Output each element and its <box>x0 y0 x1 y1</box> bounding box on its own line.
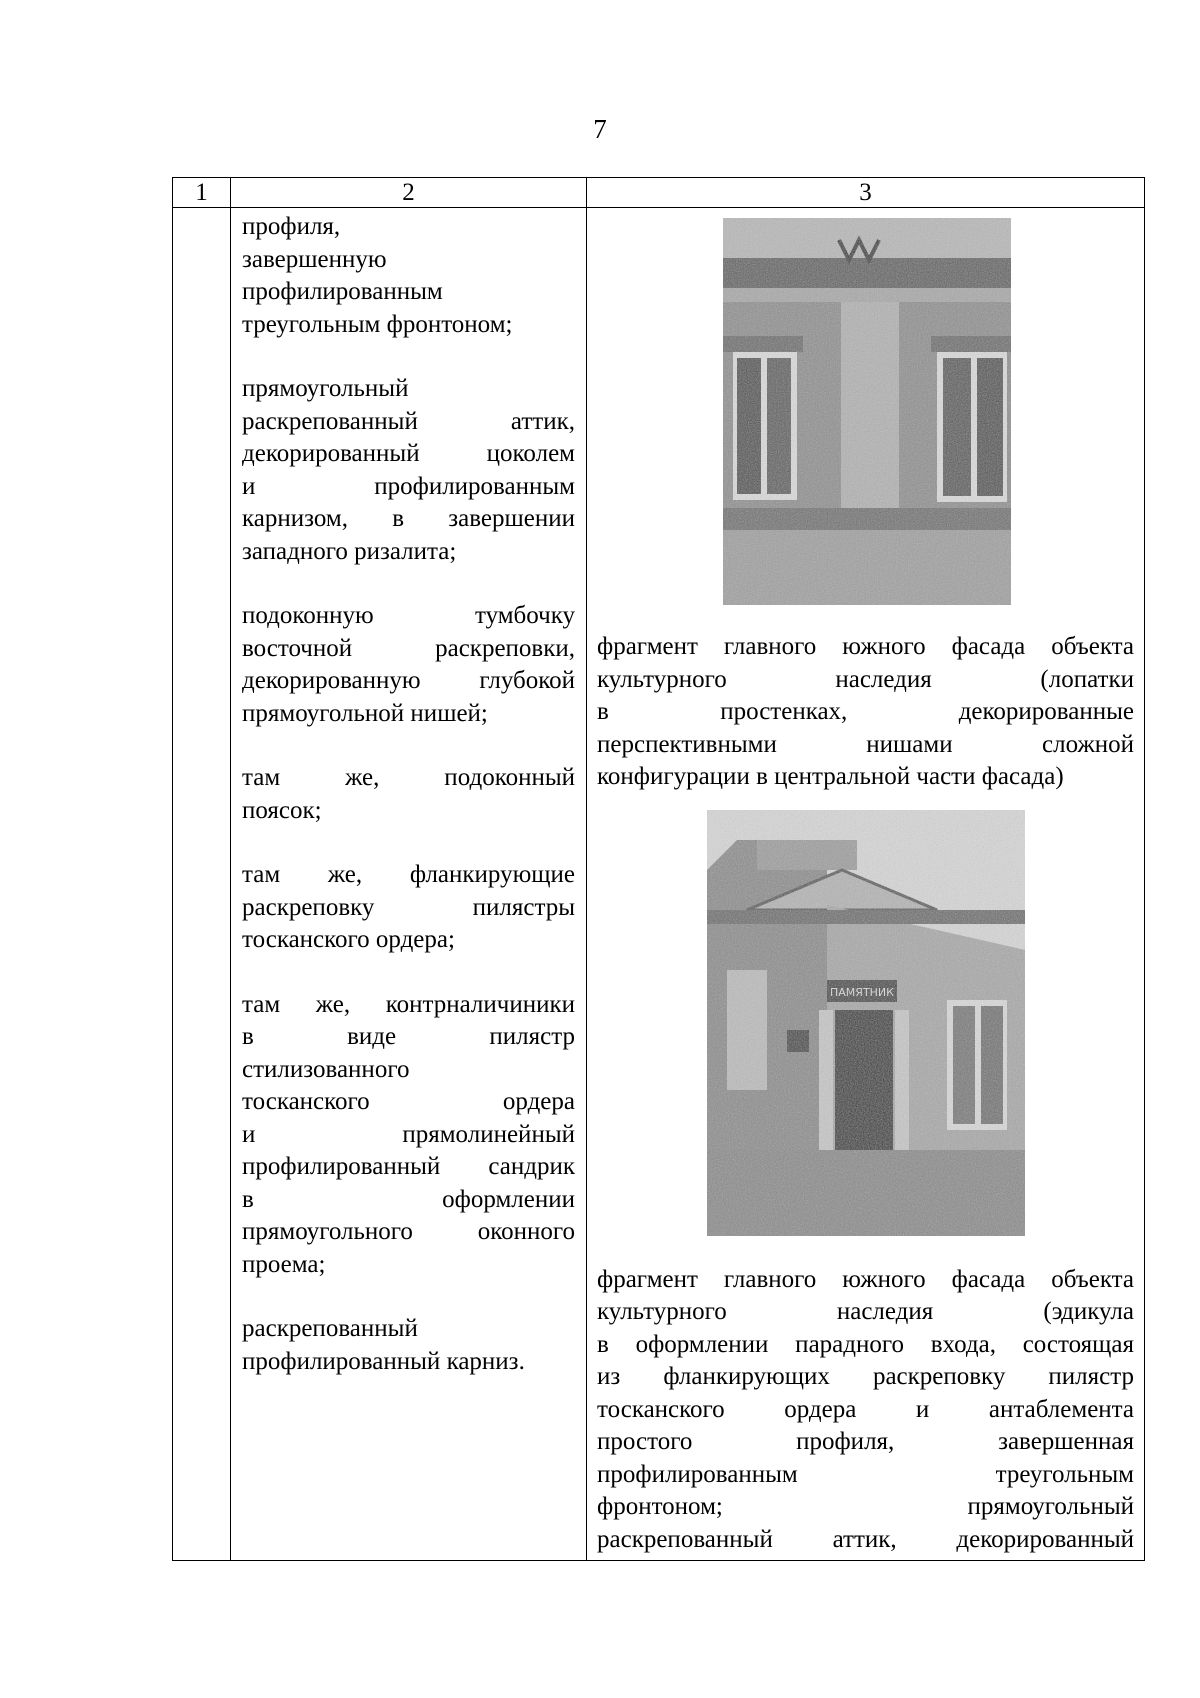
caption-line: простого профиля, завершенная <box>597 1428 1134 1455</box>
caption-line: конфигурации в центральной части фасада) <box>597 763 1064 790</box>
text-line: поясок; <box>242 796 322 824</box>
header-col-2: 2 <box>231 178 587 208</box>
text-line: там же, подоконный <box>242 764 575 791</box>
text-line: профиля, <box>242 213 341 240</box>
col-2-cell <box>231 208 587 1561</box>
table-body-row <box>173 208 1145 1561</box>
caption-line: фронтоном; прямоугольный <box>597 1493 1134 1520</box>
text-line: профилированным <box>242 278 443 305</box>
header-col-1: 1 <box>173 178 231 208</box>
text-line: в виде пилястр <box>242 1023 575 1050</box>
text-line: стилизованного <box>242 1055 410 1083</box>
caption-line: раскрепованный аттик, декорированный <box>597 1525 1134 1553</box>
photo-2-caption <box>597 1264 1134 1557</box>
heritage-table <box>172 177 1145 1561</box>
caption-line: культурного наследия (эдикула <box>597 1298 1134 1325</box>
col-2-paragraph <box>242 1313 575 1378</box>
text-line: и прямолинейный <box>242 1120 575 1148</box>
facade-photo-2 <box>707 810 1025 1236</box>
photo-1-caption <box>597 631 1134 794</box>
text-line: раскреповку пилястры <box>242 893 575 921</box>
caption-line: культурного наследия (лопатки <box>597 665 1134 693</box>
text-line: западного ризалита; <box>242 537 457 565</box>
page-number: 7 <box>593 114 607 144</box>
text-line: раскрепованный <box>242 1315 418 1342</box>
col-2-paragraph <box>242 373 575 568</box>
text-line: в оформлении <box>242 1185 575 1213</box>
text-line: и профилированным <box>242 472 575 500</box>
text-line: прямоугольный <box>242 375 409 402</box>
col-2-paragraph <box>242 989 575 1282</box>
col-2-paragraph <box>242 600 575 730</box>
caption-line: тосканского ордера и антаблемента <box>597 1395 1134 1423</box>
caption-line: в оформлении парадного входа, состоящая <box>597 1330 1134 1358</box>
caption-line: из фланкирующих раскреповку пилястр <box>597 1363 1134 1390</box>
table-header-row <box>173 178 1145 208</box>
text-line: прямоугольного оконного <box>242 1218 575 1245</box>
text-line: профилированный сандрик <box>242 1153 575 1180</box>
caption-line: профилированным треугольным <box>597 1460 1134 1488</box>
text-line: подоконную тумбочку <box>242 602 575 629</box>
text-line: профилированный карниз. <box>242 1347 525 1375</box>
text-line: карнизом, в завершении <box>242 505 575 532</box>
col-2-paragraph <box>242 762 575 827</box>
text-line: проема; <box>242 1250 326 1278</box>
header-col-3: 3 <box>587 178 1145 208</box>
caption-line: в простенках, декорированные <box>597 698 1134 725</box>
text-line: завершенную <box>242 245 387 273</box>
caption-line: перспективными нишами сложной <box>597 730 1134 758</box>
col-1-cell <box>173 208 231 1561</box>
text-line: прямоугольной нишей; <box>242 699 488 727</box>
col-3-cell <box>587 208 1145 1561</box>
caption-line: фрагмент главного южного фасада объекта <box>597 1265 1134 1293</box>
text-line: тосканского ордера; <box>242 926 455 953</box>
col-2-text <box>231 208 586 1378</box>
text-line: раскрепованный аттик, <box>242 407 575 435</box>
caption-line: фрагмент главного южного фасада объекта <box>597 633 1134 660</box>
text-line: декорированную глубокой <box>242 667 575 694</box>
facade-photo-1 <box>723 218 1011 605</box>
text-line: треугольным фронтоном; <box>242 310 513 338</box>
col-2-paragraph <box>242 211 575 341</box>
text-line: восточной раскреповки, <box>242 634 575 662</box>
text-line: там же, фланкирующие <box>242 861 575 888</box>
text-line: тосканского ордера <box>242 1088 575 1115</box>
photo-2-sign-text: ПАМЯТНИК <box>830 985 894 999</box>
text-line: там же, контрналичиники <box>242 990 575 1018</box>
col-2-paragraph <box>242 859 575 957</box>
text-line: декорированный цоколем <box>242 440 575 467</box>
